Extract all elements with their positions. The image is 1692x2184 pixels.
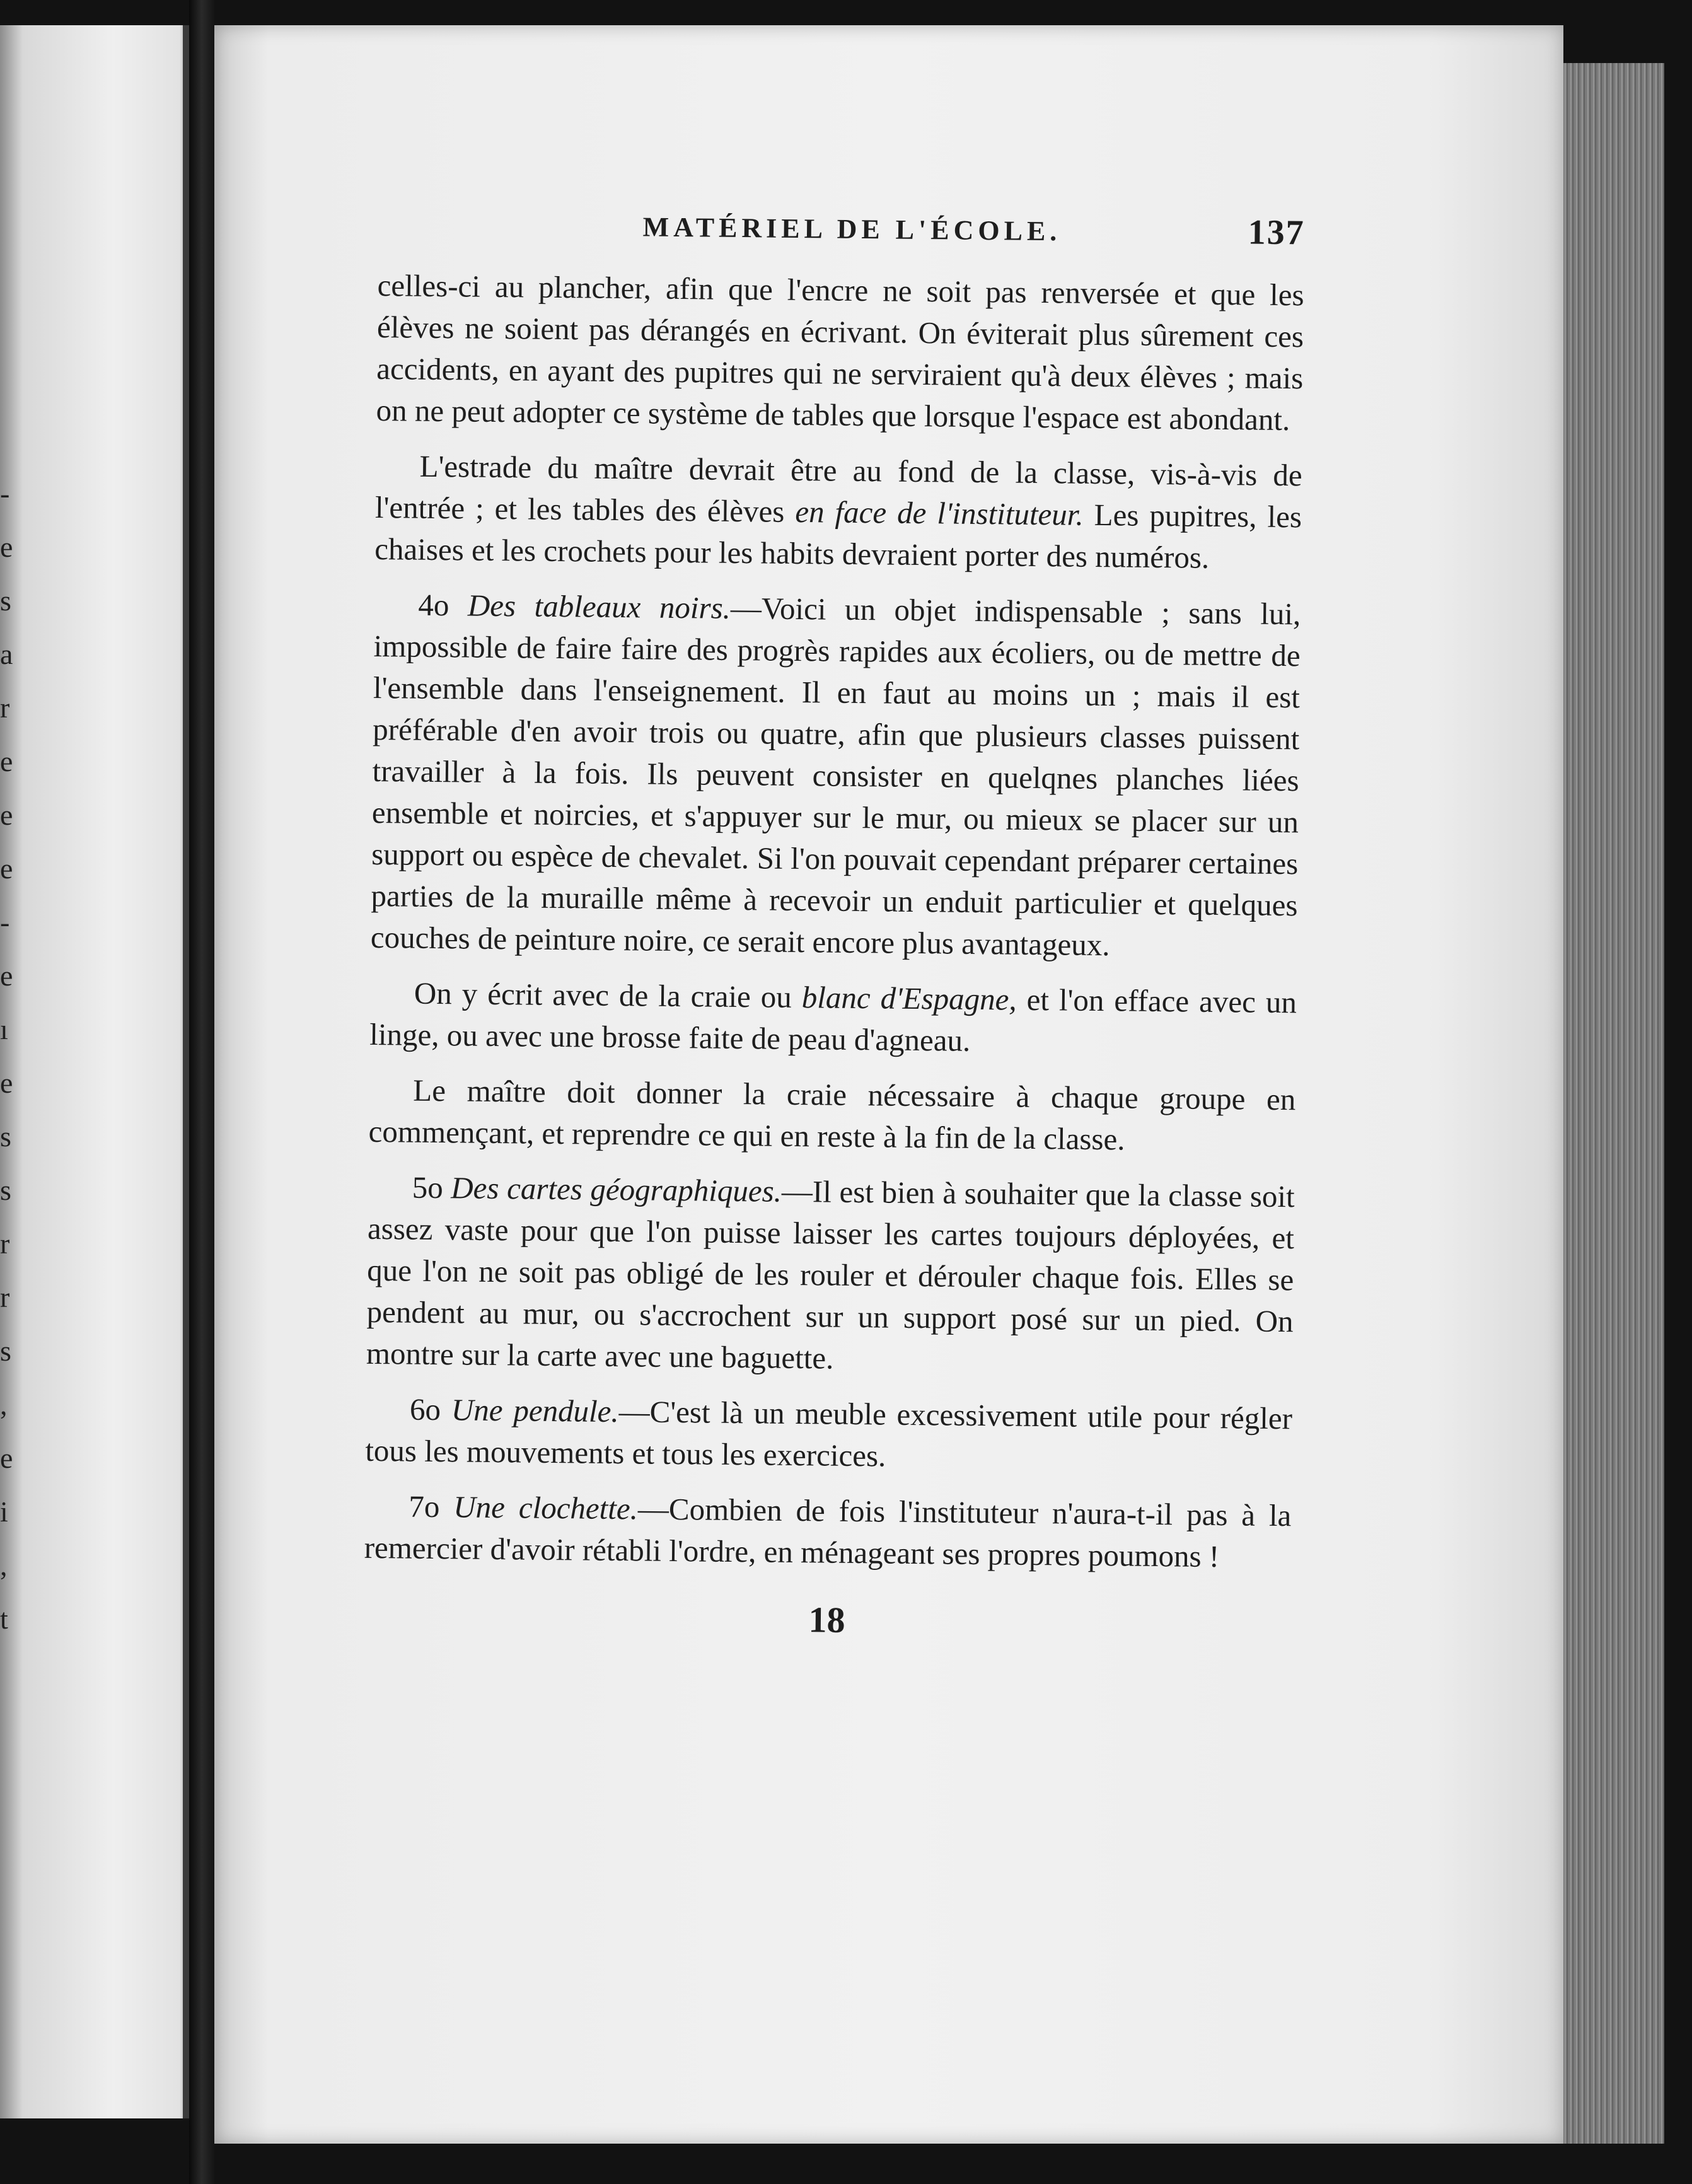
running-head <box>378 208 1305 274</box>
left-page-fragment: e <box>0 852 13 885</box>
book-spine <box>189 0 214 2184</box>
paragraph-text: —Combien de fois l'instituteur n'aura-t-il pas à la remercier d'avoir rétabli l'ordre, en ménageant ses propres poumons ! <box>364 1491 1292 1574</box>
left-page-fragment: e <box>0 960 13 992</box>
paragraph <box>371 584 1301 968</box>
paragraph <box>376 265 1304 441</box>
left-page-fragment: s <box>0 584 11 617</box>
left-page-fragment: , <box>0 1388 8 1420</box>
paragraph-text: —C'est là un meuble excessivement utile pour régler tous les mouvements et tous les exercices. <box>365 1394 1293 1473</box>
left-page-fragment: s <box>0 1174 11 1206</box>
left-page-edge <box>183 25 189 2118</box>
page-number: 137 <box>1248 212 1305 253</box>
paragraph-text: On y écrit avec de la craie ou <box>414 975 803 1015</box>
paragraph <box>368 1069 1295 1162</box>
italic-text: Des cartes géographiques. <box>451 1170 782 1209</box>
paragraph-text: 4o <box>418 587 468 623</box>
paragraph <box>369 972 1297 1065</box>
paragraph <box>366 1166 1295 1384</box>
italic-text: Des tableaux noirs. <box>467 588 731 625</box>
left-page-fragment: t <box>0 1603 8 1635</box>
paragraph <box>365 1388 1292 1481</box>
left-page-fragment: i <box>0 1496 8 1528</box>
left-page-fragment: , <box>0 1549 8 1581</box>
italic-text: en face de l'instituteur. <box>795 494 1084 532</box>
italic-text: Une pendule. <box>451 1392 620 1429</box>
italic-text: blanc d'Espagne, <box>801 980 1017 1017</box>
left-page-fragment: r <box>0 1228 10 1260</box>
left-page-fragment: e <box>0 745 13 777</box>
left-page-fragment: ı <box>0 1013 8 1045</box>
left-page-fragment: s <box>0 1120 11 1153</box>
paragraph-text: et l'on efface avec un linge, ou avec une brosse faite de peau d'agneau. <box>369 982 1297 1058</box>
paragraph-text: —Voici un objet indispensable ; sans lui, impossible de faire faire des progrès rapides aux écoliers, ou de mettre de l'ensemble dans l'enseignement. Il en faut au moins un ; mais il est préférable d'en avoir trois ou quatre, afin que plusieurs classes puissent travailler à la fois. Ils peuvent consister en quelqnes planches liées ensemble et noircies, et s'appuyer sur le mur, ou mieux se placer sur un support ou espèce de chevalet. Si l'on pouvait cependant préparer certaines parties de la muraille même à recevoir un enduit particulier et quelques couches de peinture noire, ce serait encore plus avantageux. <box>370 590 1301 963</box>
left-page-fragment: s <box>0 1335 11 1367</box>
paragraph <box>364 1485 1291 1578</box>
left-page-fragment: e <box>0 1442 13 1474</box>
paragraph <box>374 445 1302 579</box>
page-text-block <box>363 208 1305 1646</box>
paragraph-text: —Il est bien à souhaiter que la classe soit assez vaste pour que l'on puisse laisser les cartes toujours déployées, et que l'on ne soit pas obligé de les rouler et dérouler chaque fois. Elles se pendent au mur, ou s'accrochent sur un support posé sur un pied. On montre sur la carte avec une baguette. <box>366 1173 1295 1376</box>
running-head-title: MATÉRIEL DE L'ÉCOLE. <box>642 211 1062 247</box>
left-page-fragment: e <box>0 799 13 831</box>
paragraph-text: 6o <box>409 1391 452 1427</box>
left-page-fragment: - <box>0 906 10 938</box>
body-text <box>364 265 1304 1578</box>
paragraph-text: 7o <box>409 1489 454 1525</box>
left-page-fragment: e <box>0 1067 13 1099</box>
italic-text: Une clochette. <box>453 1489 639 1526</box>
left-page-text-fragments <box>0 467 14 1917</box>
paragraph-text: Les pupitres, les chaises et les crochets pour les habits devraient porter des numéros. <box>374 497 1302 575</box>
page-stack-edge <box>1563 63 1664 2144</box>
left-page-fragment: a <box>0 638 13 670</box>
left-page-fragment: e <box>0 531 13 563</box>
left-page-fragment: - <box>0 477 10 509</box>
signature-mark: 18 <box>808 1599 845 1641</box>
paragraph-text: Le maître doit donner la craie nécessaire à chaque groupe en commençant, et reprendre ce qui en reste à la fin de la classe. <box>368 1072 1296 1157</box>
paragraph-text: 5o <box>412 1170 451 1205</box>
paragraph-text: L'estrade du maître devrait être au fond de la classe, vis-à-vis de l'entrée ; et les tables des élèves <box>374 448 1302 529</box>
left-page-fragment: r <box>0 692 10 724</box>
left-facing-page <box>0 25 189 2118</box>
left-page-fragment: r <box>0 1281 10 1313</box>
paragraph-text: celles-ci au plancher, afin que l'encre ne soit pas renversée et que les élèves ne soient pas dérangés en écrivant. On éviterait plus sûrement ces accidents, en ayant des pupitres qui ne serviraient qu'à deux élèves ; mais on ne peut adopter ce système de tables que lorsque l'espace est abondant. <box>376 267 1304 438</box>
